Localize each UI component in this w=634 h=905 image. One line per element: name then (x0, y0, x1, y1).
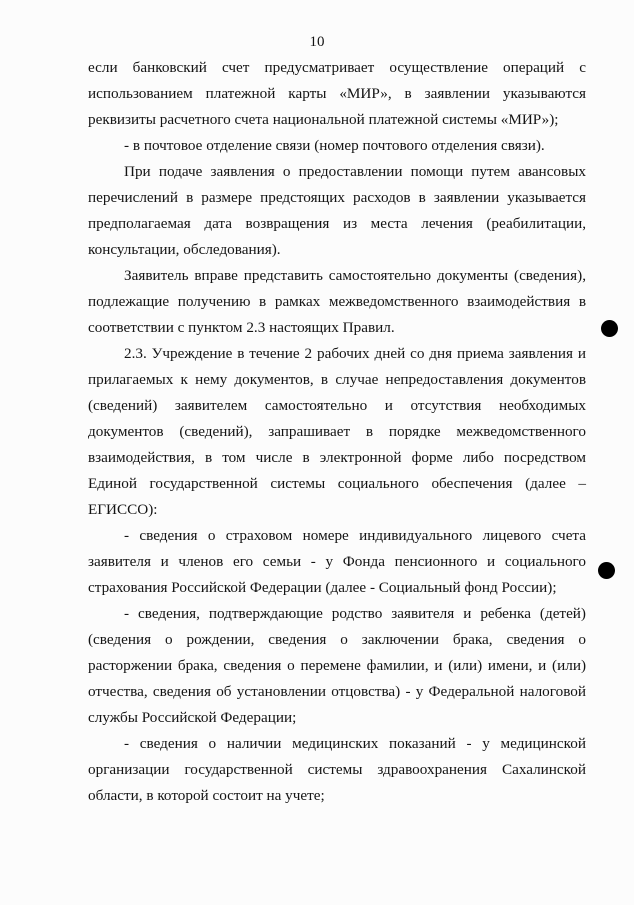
punch-hole-mark (598, 562, 615, 579)
punch-hole-mark (601, 320, 618, 337)
paragraph-4: Заявитель вправе представить самостоятельно документы (сведения), подлежащие получению в рамках межведомственного взаимодействия в соответствии с пунктом 2.3 настоящих Правил. (88, 267, 586, 336)
paragraph-8: - сведения о наличии медицинских показаний - у медицинской организации государственной системы здравоохранения Сахалинской области, в которой состоит на учете; (88, 735, 586, 804)
paragraph-1: если банковский счет предусматривает осуществление операций с использованием платежной карты «МИР», в заявлении указываются реквизиты расчетного счета национальной платежной системы «МИР»); (88, 59, 586, 128)
paragraph-2: - в почтовое отделение связи (номер почтового отделения связи). (124, 137, 545, 154)
paragraph-7: - сведения, подтверждающие родство заявителя и ребенка (детей) (сведения о рождении, сведения о заключении брака, сведения о расторжении брака, сведения о перемене фамилии, и (или) имени, и (или) отчества, сведения об установлении отцовства) - у Федеральной налоговой службы Российской Федерации; (88, 605, 586, 726)
paragraph-5: 2.3. Учреждение в течение 2 рабочих дней со дня приема заявления и прилагаемых к нему документов, в случае непредоставления документов (сведений) заявителем самостоятельно и отсутствия необходимых документов (сведений), запрашивает в порядке межведомственного взаимодействия, в том числе в электронной форме либо посредством Единой государственной системы социального обеспечения (далее – ЕГИССО): (88, 345, 586, 518)
paragraph-6: - сведения о страховом номере индивидуального лицевого счета заявителя и членов его семьи - у Фонда пенсионного и социального страхования Российской Федерации (далее - Социальный фонд России); (88, 527, 586, 596)
paragraph-3: При подаче заявления о предоставлении помощи путем авансовых перечислений в размере предстоящих расходов в заявлении указывается предполагаемая дата возвращения из места лечения (реабилитации, консультации, обследования). (88, 163, 586, 258)
document-body (88, 55, 586, 809)
page-number: 10 (309, 34, 325, 50)
